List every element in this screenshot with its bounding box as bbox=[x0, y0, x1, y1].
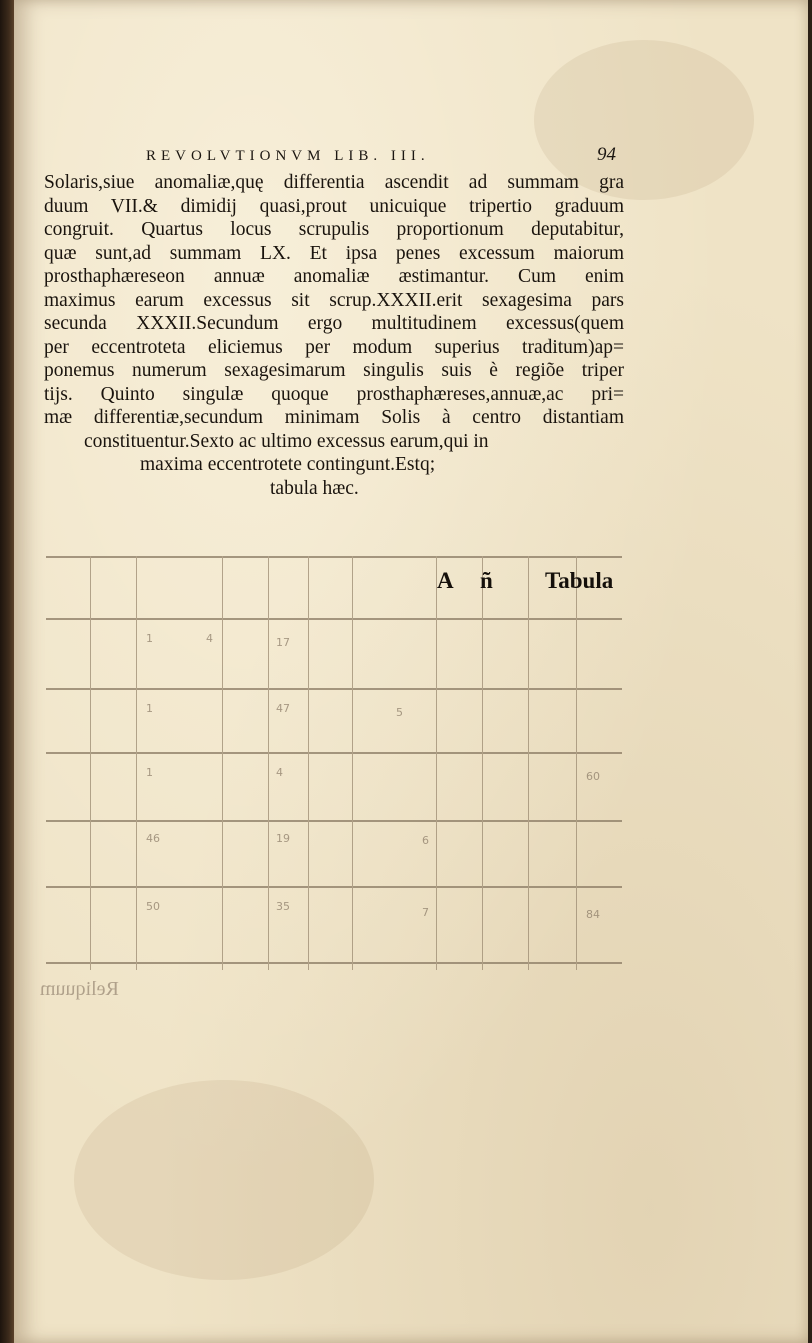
text-line: quæ sunt,ad summam LX. Et ipsa penes excessum maiorum bbox=[44, 242, 624, 264]
text-line: constituentur.Sexto ac ultimo excessus earum,qui in bbox=[84, 430, 489, 452]
text-line: mæ differentiæ,secundum minimam Solis à centro distantiam bbox=[44, 407, 624, 428]
page-number: 94 bbox=[597, 144, 616, 165]
body-text bbox=[44, 171, 624, 500]
bleedthrough-table-grid: 1 4 17 1 47 5 1 4 60 46 19 6 50 35 7 84 bbox=[46, 556, 622, 970]
text-line: tabula hæc. bbox=[270, 477, 359, 499]
text-line: prosthaphæreseon annuæ anomaliæ æstimantur. Cum enim bbox=[44, 266, 624, 287]
text-line: ponemus numerum sexagesimarum singulis suis è regiõe triper bbox=[44, 360, 624, 381]
text-line: maxima eccentrotete contingunt.Estq; bbox=[140, 454, 436, 475]
table-title-b: ñ bbox=[480, 568, 493, 593]
running-title: REVOLVTIONVM LIB. III. bbox=[146, 148, 430, 164]
text-line: congruit. Quartus locus scrupulis proportionum deputabitur, bbox=[44, 219, 624, 240]
running-header bbox=[146, 146, 616, 172]
text-line: secunda XXXII.Secundum ergo multitudinem excessus(quem bbox=[44, 313, 624, 334]
text-line: maximus earum excessus sit scrup.XXXII.erit sexagesima pars bbox=[44, 289, 624, 311]
paper-stain bbox=[74, 1080, 374, 1280]
text-line: per eccentroteta eliciemus per modum superius traditum)ap= bbox=[44, 336, 624, 358]
text-line: Solaris,siue anomaliæ,quę differentia ascendit ad summam gra bbox=[44, 172, 624, 193]
text-line: tijs. Quinto singulæ quoque prosthaphæreses,annuæ,ac pri= bbox=[44, 383, 624, 405]
table-title-a: A bbox=[437, 568, 454, 593]
text-line: duum VII.& dimidij quasi,prout unicuique tripertio graduum bbox=[44, 195, 624, 217]
table-title-word: Tabula bbox=[545, 568, 614, 593]
book-spine bbox=[0, 0, 14, 1343]
bleedthrough-catchword: Reliquum bbox=[40, 978, 119, 1000]
